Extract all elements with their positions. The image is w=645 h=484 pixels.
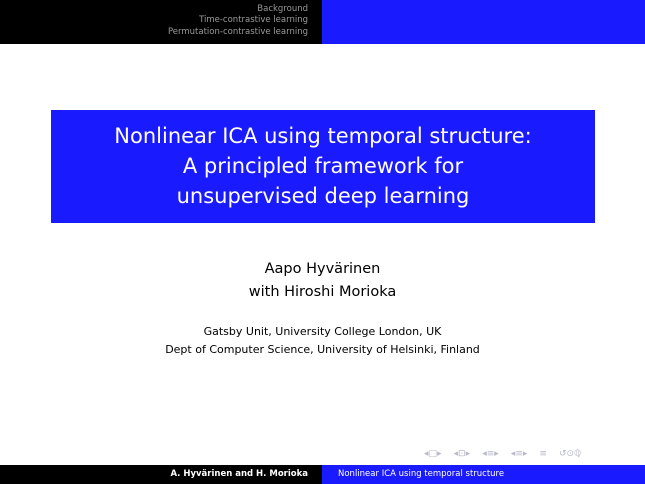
next-subsection-icon[interactable]: ▸ (465, 449, 471, 459)
footer-short-title: Nonlinear ICA using temporal structure (322, 465, 645, 484)
affiliation-helsinki: Dept of Computer Science, University of Helsinki, Finland (165, 343, 480, 356)
author-secondary: with Hiroshi Morioka (248, 284, 397, 300)
title-line-2: A principled framework for (182, 154, 464, 178)
next-frame-icon[interactable]: ▸ (437, 449, 442, 459)
headline-bar (0, 0, 645, 44)
title-box (51, 110, 595, 223)
prev-section-icon[interactable]: ◂ (482, 449, 487, 459)
affiliation-ucl: Gatsby Unit, University College London, UK (203, 325, 442, 338)
prev-frame-icon[interactable]: ◂ (424, 449, 429, 459)
footline-bar (0, 465, 645, 484)
next-part-icon[interactable]: ▸ (522, 449, 528, 459)
title-line-3: unsupervised deep learning (176, 184, 470, 208)
section-icon[interactable]: ≡ (486, 449, 495, 459)
title-line-1: Nonlinear ICA using temporal structure: (114, 124, 532, 148)
prev-part-icon[interactable]: ◂ (510, 449, 516, 459)
author-primary: Aapo Hyvärinen (264, 261, 381, 277)
part-icon[interactable]: ≡ (515, 449, 523, 459)
footer-authors: A. Hyvärinen and H. Morioka (0, 465, 322, 484)
subsection-icon[interactable]: ⊡ (458, 449, 466, 459)
search-icon[interactable]: ↺⊙ℚ (558, 449, 582, 459)
appendix-icon[interactable]: ≡ (539, 449, 547, 459)
next-section-icon[interactable]: ▸ (494, 449, 499, 459)
nav-section-background[interactable]: Background (257, 4, 308, 14)
beamer-navigation-symbols (424, 447, 581, 461)
section-navigation (0, 0, 322, 44)
frame-icon[interactable]: □ (428, 449, 438, 459)
nav-section-permutation-contrastive[interactable]: Permutation-contrastive learning (167, 27, 308, 37)
prev-subsection-icon[interactable]: ◂ (453, 449, 459, 459)
headline-right-panel (322, 0, 645, 44)
nav-section-time-contrastive[interactable]: Time-contrastive learning (199, 15, 308, 25)
